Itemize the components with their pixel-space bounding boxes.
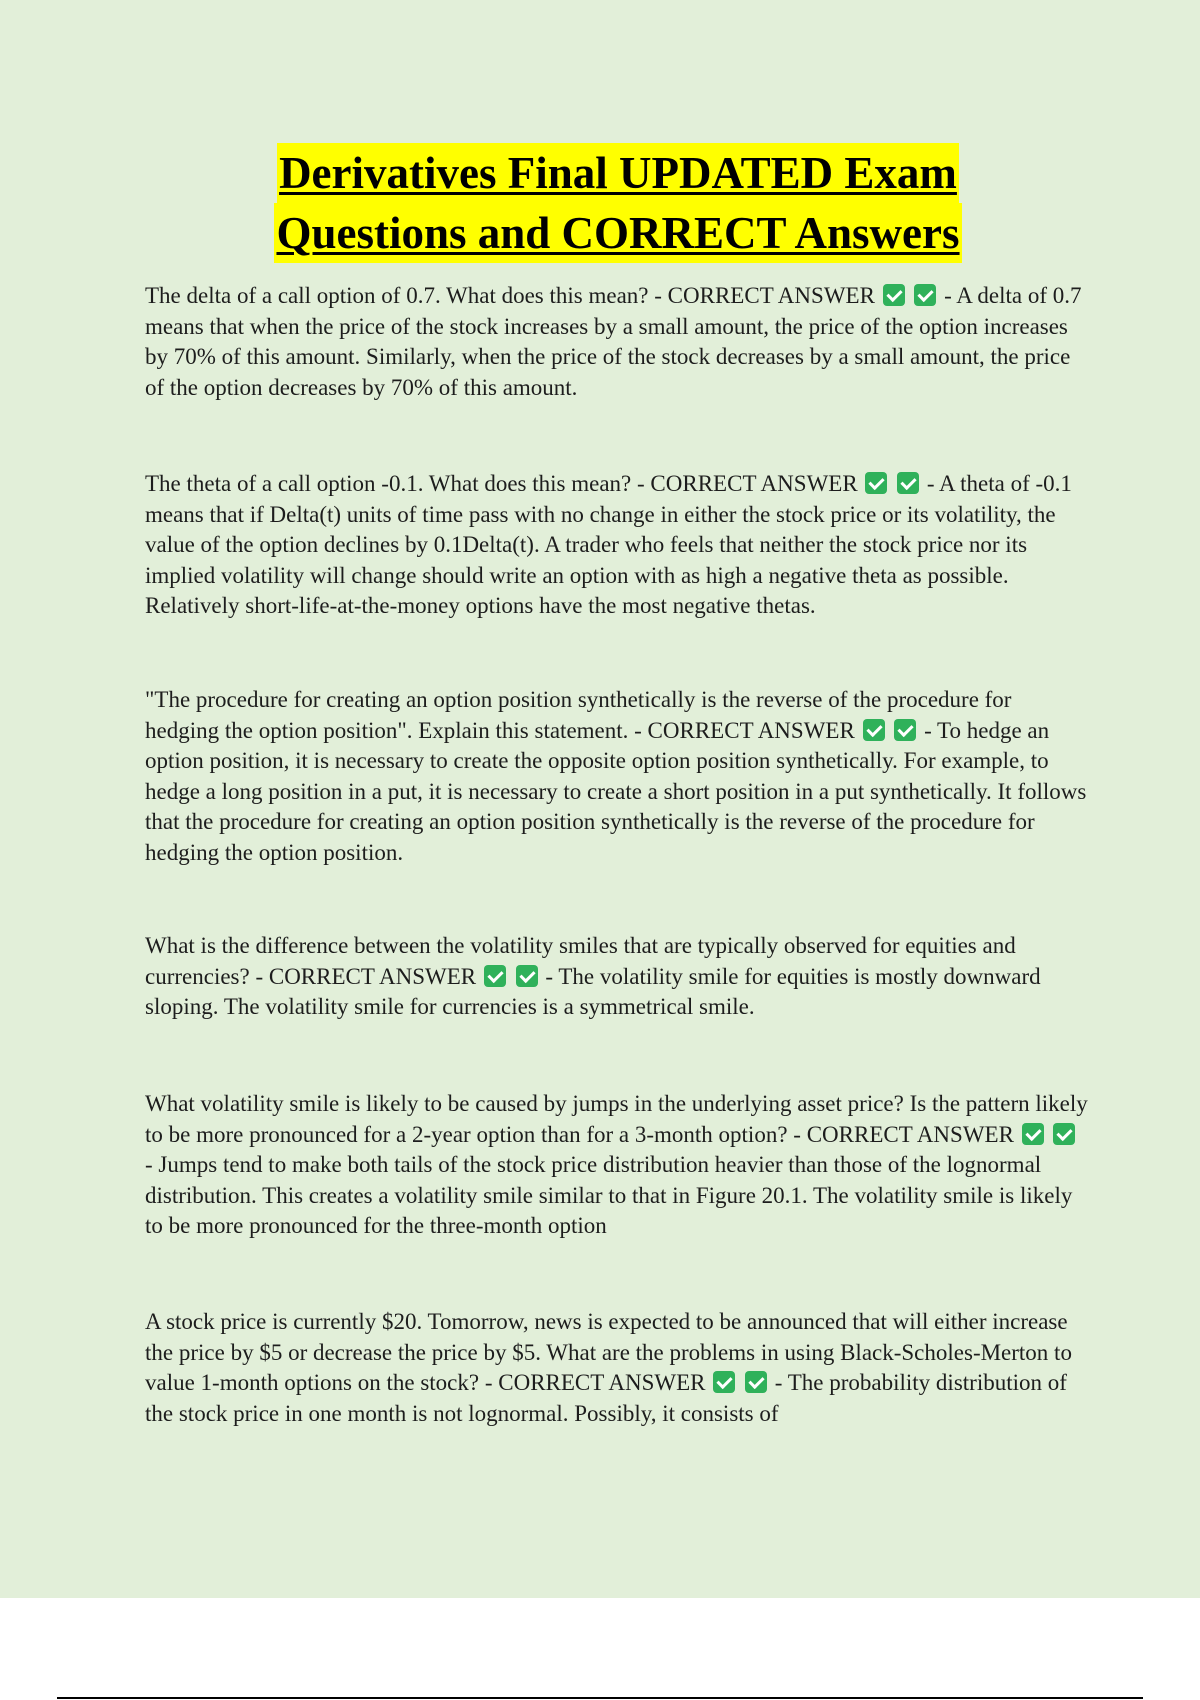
answer-text: - The probability distribution of the stock price in one month is not lognormal. Possibly, it consists of	[145, 1370, 1067, 1426]
green-check-icon	[1053, 1123, 1075, 1145]
question-text: The theta of a call option -0.1. What does this mean? - CORRECT ANSWER	[145, 471, 858, 496]
qa-item	[145, 281, 1090, 403]
qa-item	[145, 685, 1090, 868]
green-check-icon	[863, 719, 885, 741]
question-text: What is the difference between the volatility smiles that are typically observed for equities and currencies? - CORRECT ANSWER	[145, 933, 1016, 989]
green-check-icon	[713, 1371, 735, 1393]
green-check-icon	[894, 719, 916, 741]
answer-text: - Jumps tend to make both tails of the stock price distribution heavier than those of the lognormal distribution. This creates a volatility smile similar to that in Figure 20.1. The volatility smile is likely to be more pronounced for the three-month option	[145, 1152, 1073, 1238]
qa-item	[145, 1089, 1090, 1242]
qa-item	[145, 469, 1090, 622]
document-title	[0, 143, 1200, 263]
qa-item	[145, 1307, 1090, 1429]
green-check-icon	[516, 965, 538, 987]
answer-text: - To hedge an option position, it is necessary to create the opposite option position synthetically. For example, to hedge a long position in a put, it is necessary to create a short position in a put synthetically. It follows that the procedure for creating an option position synthetically is the reverse of the procedure for hedging the option position.	[145, 717, 1087, 865]
title-line-2: Questions and CORRECT Answers	[274, 203, 961, 263]
qa-item	[145, 931, 1090, 1023]
answer-text: - A theta of -0.1 means that if Delta(t) units of time pass with no change in either the stock price or its volatility, the value of the option declines by 0.1Delta(t). A trader who feels that neither the stock price nor its implied volatility will change should write an option with as high a negative theta as possible. Relatively short-life-at-the-money options have the most negative thetas.	[145, 471, 1072, 618]
green-check-icon	[865, 472, 887, 494]
question-text: The delta of a call option of 0.7. What does this mean? - CORRECT ANSWER	[145, 283, 875, 308]
question-text: "The procedure for creating an option position synthetically is the reverse of the procedure for hedging the option position". Explain this statement. - CORRECT ANSWER	[145, 687, 1012, 743]
green-check-icon	[914, 284, 936, 306]
footer-divider	[57, 1697, 1143, 1699]
answer-text: - The volatility smile for equities is mostly downward sloping. The volatility smile for currencies is a symmetrical smile.	[145, 963, 1041, 1019]
answer-text: - A delta of 0.7 means that when the price of the stock increases by a small amount, the price of the option increases by 70% of this amount. Similarly, when the price of the stock decreases by a small amount, the price of the option decreases by 70% of this amount.	[145, 283, 1082, 400]
green-check-icon	[484, 965, 506, 987]
green-check-icon	[745, 1371, 767, 1393]
green-check-icon	[883, 284, 905, 306]
question-text: A stock price is currently $20. Tomorrow, news is expected to be announced that will either increase the price by $5 or decrease the price by $5. What are the problems in using Black-Scholes-Merton to value 1-month options on the stock? - CORRECT ANSWER	[145, 1309, 1072, 1395]
title-line-1: Derivatives Final UPDATED Exam	[277, 143, 959, 203]
green-check-icon	[897, 472, 919, 494]
question-text: What volatility smile is likely to be caused by jumps in the underlying asset price? Is the pattern likely to be more pronounced for a 2-year option than for a 3-month option? - CORRECT ANSWER	[145, 1091, 1088, 1147]
green-check-icon	[1022, 1123, 1044, 1145]
